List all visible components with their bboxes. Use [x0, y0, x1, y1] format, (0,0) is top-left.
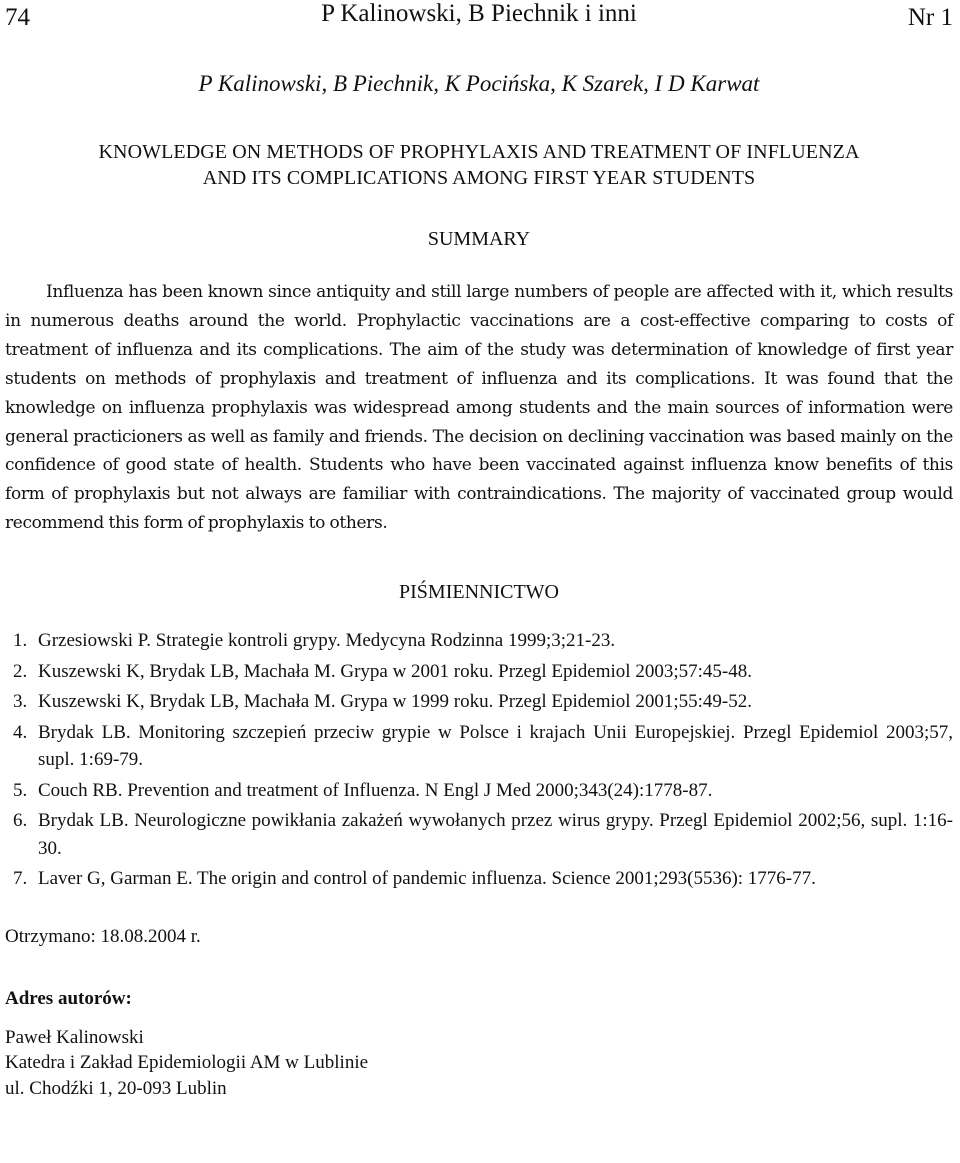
reference-text: Kuszewski K, Brydak LB, Machała M. Grypa w 1999 roku. Przegl Epidemiol 2001;55:49-52.: [38, 691, 752, 713]
article-title-line-1: KNOWLEDGE ON METHODS OF PROPHYLAXIS AND TREATMENT OF INFLUENZA: [98, 141, 860, 163]
reference-number: 6.: [13, 810, 28, 832]
author-address: [5, 1025, 953, 1102]
reference-text: Couch RB. Prevention and treatment of Influenza. N Engl J Med 2000;343(24):1778-87.: [38, 779, 713, 801]
reference-item: [5, 658, 953, 685]
reference-number: 1.: [13, 630, 28, 652]
article-title: [5, 139, 953, 191]
article-title-line-2: AND ITS COMPLICATIONS AMONG FIRST YEAR STUDENTS: [202, 167, 756, 189]
reference-item: [5, 777, 953, 804]
reference-number: 2.: [13, 660, 28, 682]
reference-item: [5, 807, 953, 862]
address-heading: Adres autorów:: [5, 987, 132, 1009]
reference-text: Laver G, Garman E. The origin and control of pandemic influenza. Science 2001;293(5536): 1776-77.: [38, 868, 816, 890]
issue-number: Nr 1: [907, 4, 953, 31]
page-number: 74: [5, 4, 30, 31]
reference-item: [5, 719, 953, 774]
reference-number: 7.: [13, 868, 28, 890]
reference-number: 4.: [13, 721, 28, 743]
references-heading: PIŚMIENNICTWO: [399, 581, 559, 604]
abstract-text: Influenza has been known since antiquity and still large numbers of people are affected with it, which results in numerous deaths around the world. Prophylactic vaccinations are a cost-effective comparing to costs of treatment of influenza and its complications. The aim of the study was determination of knowledge of first year students on methods of prophylaxis and treatment of influenza and its complications. It was found that the knowledge on influenza prophylaxis was widespread among students and the main sources of information were general practicioners as well as family and friends. The decision on declining vaccination was based mainly on the confidence of good state of health. Students who have been vaccinated against influenza know benefits of this form of prophylaxis but not always are familiar with contraindications. The majority of vaccinated group would recommend this form of prophylaxis to others.: [5, 282, 953, 534]
reference-text: Brydak LB. Monitoring szczepień przeciw grypie w Polsce i krajach Unii Europejskiej. Przegl Epidemiol 2003;57, supl. 1:69-79.: [38, 721, 953, 771]
address-street: ul. Chodźki 1, 20-093 Lublin: [5, 1077, 227, 1099]
article-authors: P Kalinowski, B Piechnik, K Pocińska, K Szarek, I D Karwat: [198, 71, 760, 96]
received-date: Otrzymano: 18.08.2004 r.: [5, 925, 201, 947]
reference-text: Grzesiowski P. Strategie kontroli grypy. Medycyna Rodzinna 1999;3;21-23.: [38, 630, 616, 652]
running-header: [5, 0, 953, 42]
running-title: P Kalinowski, B Piechnik i inni: [321, 0, 637, 27]
reference-text: Kuszewski K, Brydak LB, Machała M. Grypa w 2001 roku. Przegl Epidemiol 2003;57:45-48.: [38, 660, 752, 682]
summary-heading: SUMMARY: [427, 228, 531, 250]
reference-number: 5.: [13, 779, 28, 801]
reference-item: [5, 688, 953, 715]
reference-item: [5, 865, 953, 892]
references-list: [5, 627, 953, 892]
address-institution: Katedra i Zakład Epidemiologii AM w Lublinie: [5, 1052, 369, 1074]
reference-text: Brydak LB. Neurologiczne powikłania zakażeń wywołanych przez wirus grypy. Przegl Epidemiol 2002;56, supl. 1:16-30.: [38, 810, 953, 859]
reference-item: [5, 627, 953, 654]
reference-number: 3.: [13, 691, 28, 713]
address-name: Paweł Kalinowski: [5, 1026, 144, 1048]
